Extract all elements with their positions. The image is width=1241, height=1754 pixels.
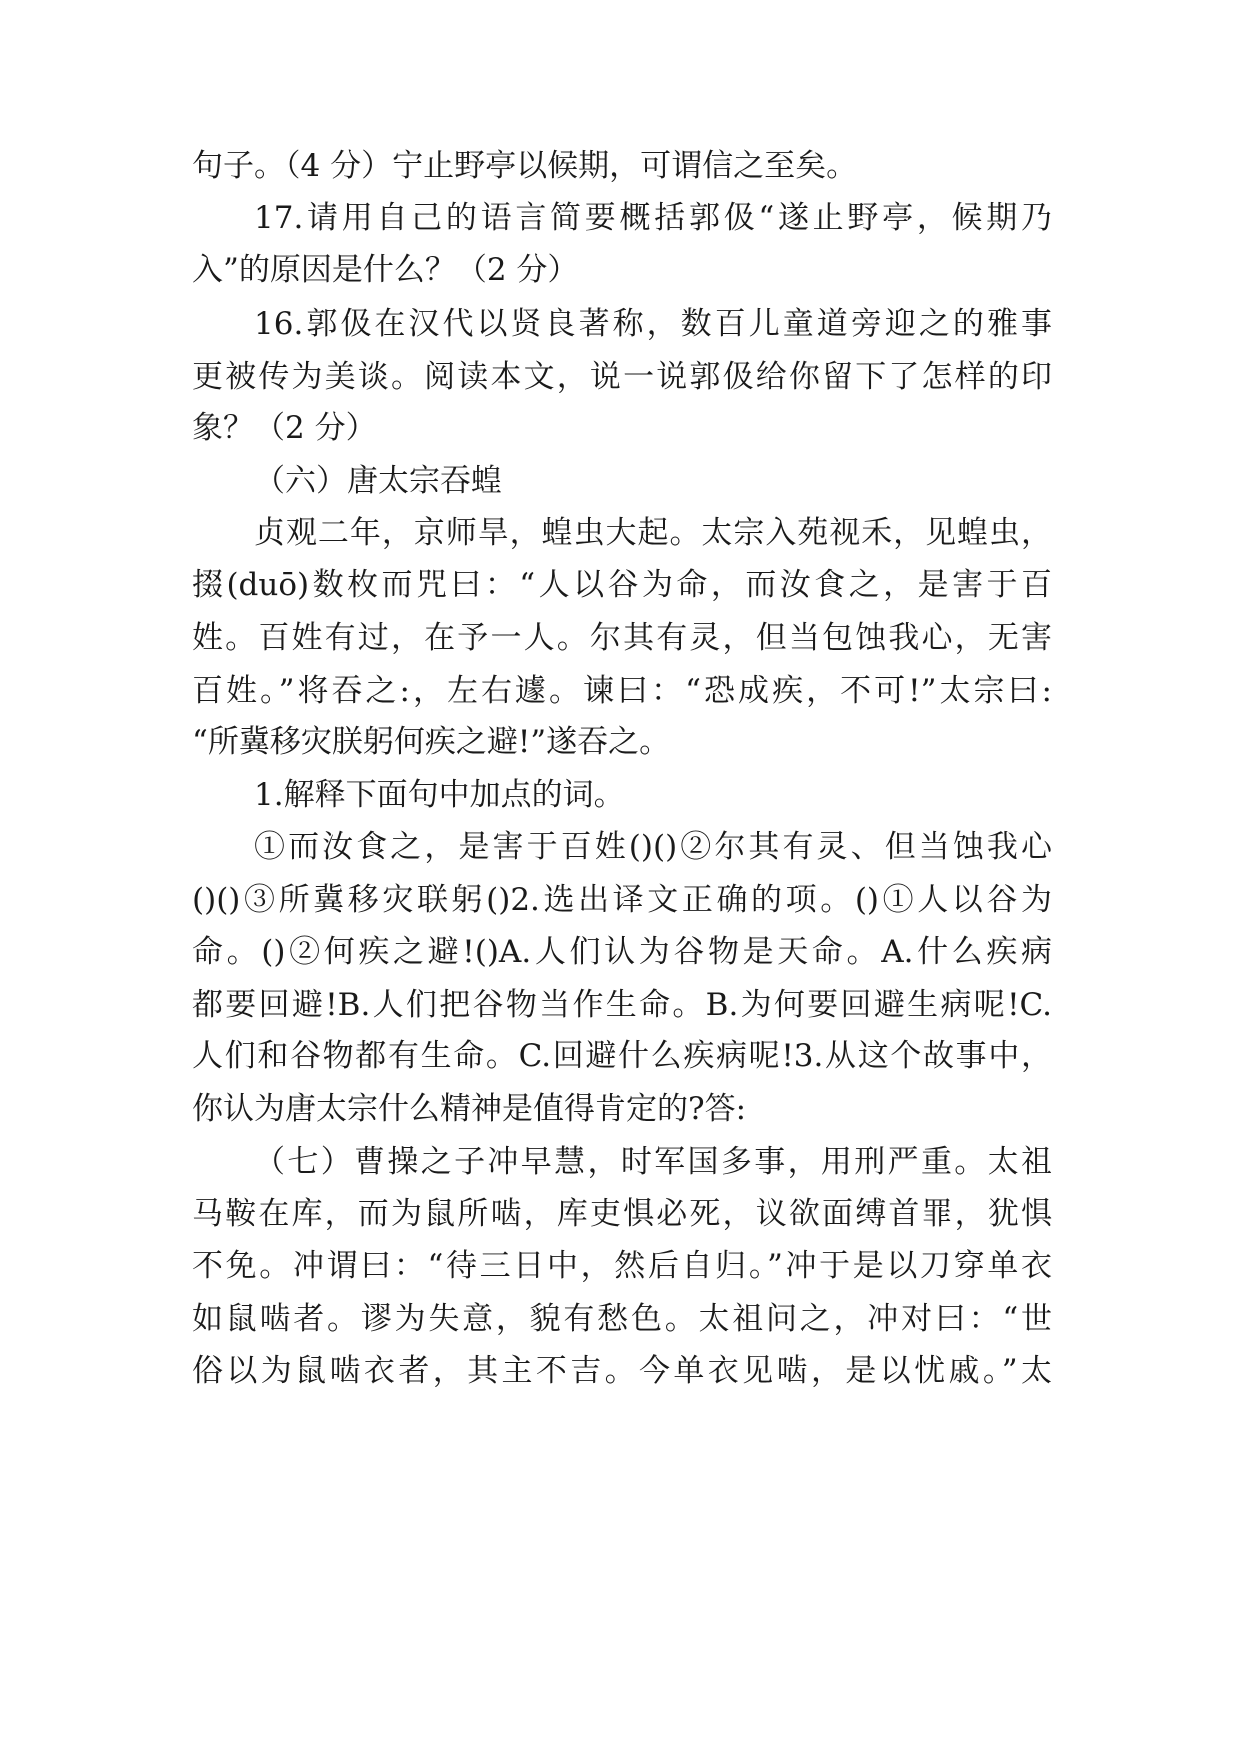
passage-line: 不免。冲谓曰：“待三日中，然后自归。”冲于是以刀穿单衣 <box>192 1248 1052 1284</box>
passage-line: 姓。百姓有过，在予一人。尔其有灵，但当包蚀我心，无害 <box>192 620 1052 656</box>
question-line: 命。()②何疾之避!()A.人们认为谷物是天命。A.什么疾病 <box>192 934 1052 970</box>
passage-line: 马鞍在库，而为鼠所啮，库吏惧必死，议欲面缚首罪，犹惧 <box>192 1196 1052 1232</box>
question-line: ①而汝食之，是害于百姓()()②尔其有灵、但当蚀我心 <box>254 829 1052 865</box>
passage-line: 如鼠啮者。谬为失意，貌有愁色。太祖问之，冲对曰：“世 <box>192 1301 1052 1337</box>
question-line: 都要回避!B.人们把谷物当作生命。B.为何要回避生病呢!C. <box>192 987 1052 1023</box>
question-line: 你认为唐太宗什么精神是值得肯定的?答: <box>192 1091 747 1127</box>
text-line: 句子。（4 分）宁止野亭以候期，可谓信之至矣。 <box>192 148 858 184</box>
question-16: 16.郭伋在汉代以贤良著称，数百儿童道旁迎之的雅事 <box>254 306 1052 342</box>
passage-line: “所冀移灾朕躬何疾之避!”遂吞之。 <box>192 724 671 760</box>
section-heading-7: （七）曹操之子冲早慧，时军国多事，用刑严重。太祖 <box>254 1144 1052 1180</box>
question-17: 17.请用自己的语言简要概括郭伋“遂止野亭，候期乃 <box>254 200 1052 236</box>
passage-line: 掇(duō)数枚而咒曰：“人以谷为命，而汝食之，是害于百 <box>192 567 1052 603</box>
section-heading-6: （六）唐太宗吞蝗 <box>254 463 502 499</box>
question-line: 人们和谷物都有生命。C.回避什么疾病呢!3.从这个故事中， <box>192 1038 1052 1074</box>
question-line: ()()③所冀移灾联躬()2.选出译文正确的项。()①人以谷为 <box>192 882 1052 918</box>
text-line: 象？（2 分） <box>192 410 377 446</box>
passage-line: 俗以为鼠啮衣者，其主不吉。今单衣见啮，是以忧戚。”太 <box>192 1353 1052 1389</box>
passage-line: 百姓。”将吞之:，左右遽。谏曰：“恐成疾，不可!”太宗曰: <box>192 673 1052 709</box>
text-line: 入”的原因是什么？（2 分） <box>192 252 579 288</box>
question-1: 1.解释下面句中加点的词。 <box>254 777 625 813</box>
text-line: 更被传为美谈。阅读本文，说一说郭伋给你留下了怎样的印 <box>192 359 1052 395</box>
passage-line: 贞观二年，京师旱，蝗虫大起。太宗入苑视禾，见蝗虫， <box>254 515 1052 551</box>
